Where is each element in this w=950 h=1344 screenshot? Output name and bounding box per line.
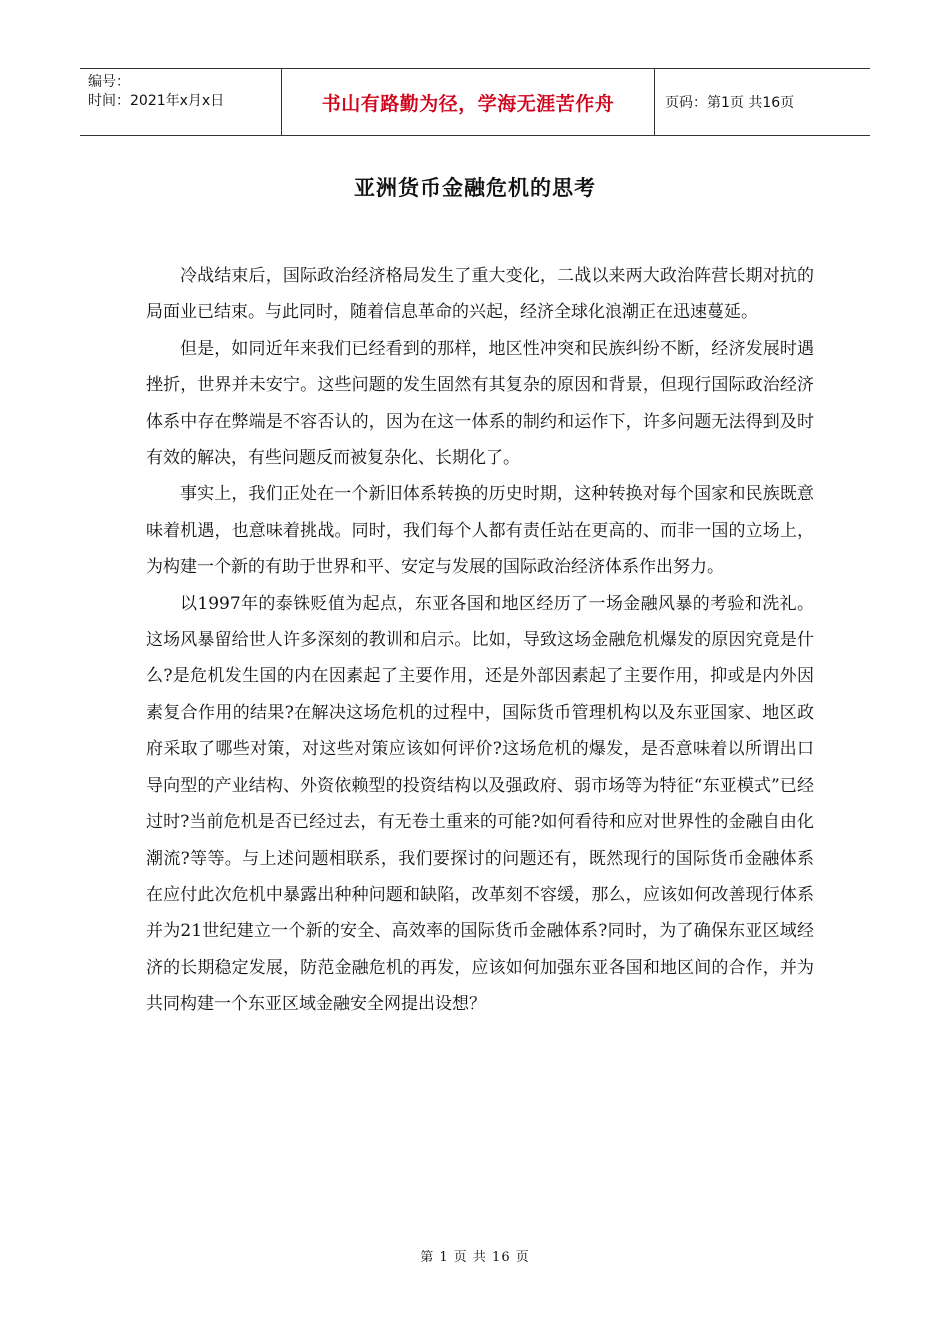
header-meta — [80, 69, 281, 135]
header-motto-cell — [281, 69, 655, 135]
header-page-info-cell — [655, 69, 870, 135]
document-number-label: 编号： — [88, 74, 130, 90]
header-motto: 书山有路勤为径，学海无涯苦作舟 — [321, 92, 615, 115]
paragraph-3: 事实上，我们正处在一个新旧体系转换的历史时期，这种转换对每个国家和民族既意味着机遇，也意味着挑战。同时，我们每个人都有责任站在更高的、而非一国的立场上，为构建一个新的有助于世界和平、安定与发展的国际政治经济体系作出努力。 — [146, 484, 814, 578]
paragraph-1: 冷战结束后，国际政治经济格局发生了重大变化，二战以来两大政治阵营长期对抗的局面业已结束。与此同时，随着信息革命的兴起，经济全球化浪潮正在迅速蔓延。 — [146, 266, 814, 323]
document-header — [80, 68, 870, 136]
header-page-info: 页码：第1页 共16页 — [665, 95, 795, 111]
paragraph-4: 以1997年的泰铢贬值为起点，东亚各国和地区经历了一场金融风暴的考验和洗礼。这场风暴留给世人许多深刻的教训和启示。比如，导致这场金融危机爆发的原因究竟是什么?是危机发生国的内在因素起了主要作用，还是外部因素起了主要作用，抑或是内外因素复合作用的结果?在解决这场危机的过程中，国际货币管理机构以及东亚国家、地区政府采取了哪些对策，对这些对策应该如何评价?这场危机的爆发，是否意味着以所谓出口导向型的产业结构、外资依赖型的投资结构以及强政府、弱市场等为特征“东亚模式”已经过时?当前危机是否已经过去，有无卷土重来的可能?如何看待和应对世界性的金融自由化潮流?等等。与上述问题相联系，我们要探讨的问题还有，既然现行的国际货币金融体系在应付此次危机中暴露出种种问题和缺陷，改革刻不容缓，那么，应该如何改善现行体系并为21世纪建立一个新的安全、高效率的国际货币金融体系?同时，为了确保东亚区域经济的长期稳定发展，防范金融危机的再发，应该如何加强东亚各国和地区间的合作，并为共同构建一个东亚区域金融安全网提出设想？ — [146, 593, 814, 1015]
document-date-label: 时间：2021年x月x日 — [88, 93, 225, 109]
document-title: 亚洲货币金融危机的思考 — [354, 176, 596, 200]
page-footer: 第 1 页 共 16 页 — [420, 1250, 530, 1265]
document-body — [146, 258, 814, 1023]
paragraph-2: 但是，如同近年来我们已经看到的那样，地区性冲突和民族纠纷不断，经济发展时遇挫折，世界并未安宁。这些问题的发生固然有其复杂的原因和背景，但现行国际政治经济体系中存在弊端是不容否认的，因为在这一体系的制约和运作下，许多问题无法得到及时有效的解决，有些问题反而被复杂化、长期化了。 — [146, 338, 814, 469]
